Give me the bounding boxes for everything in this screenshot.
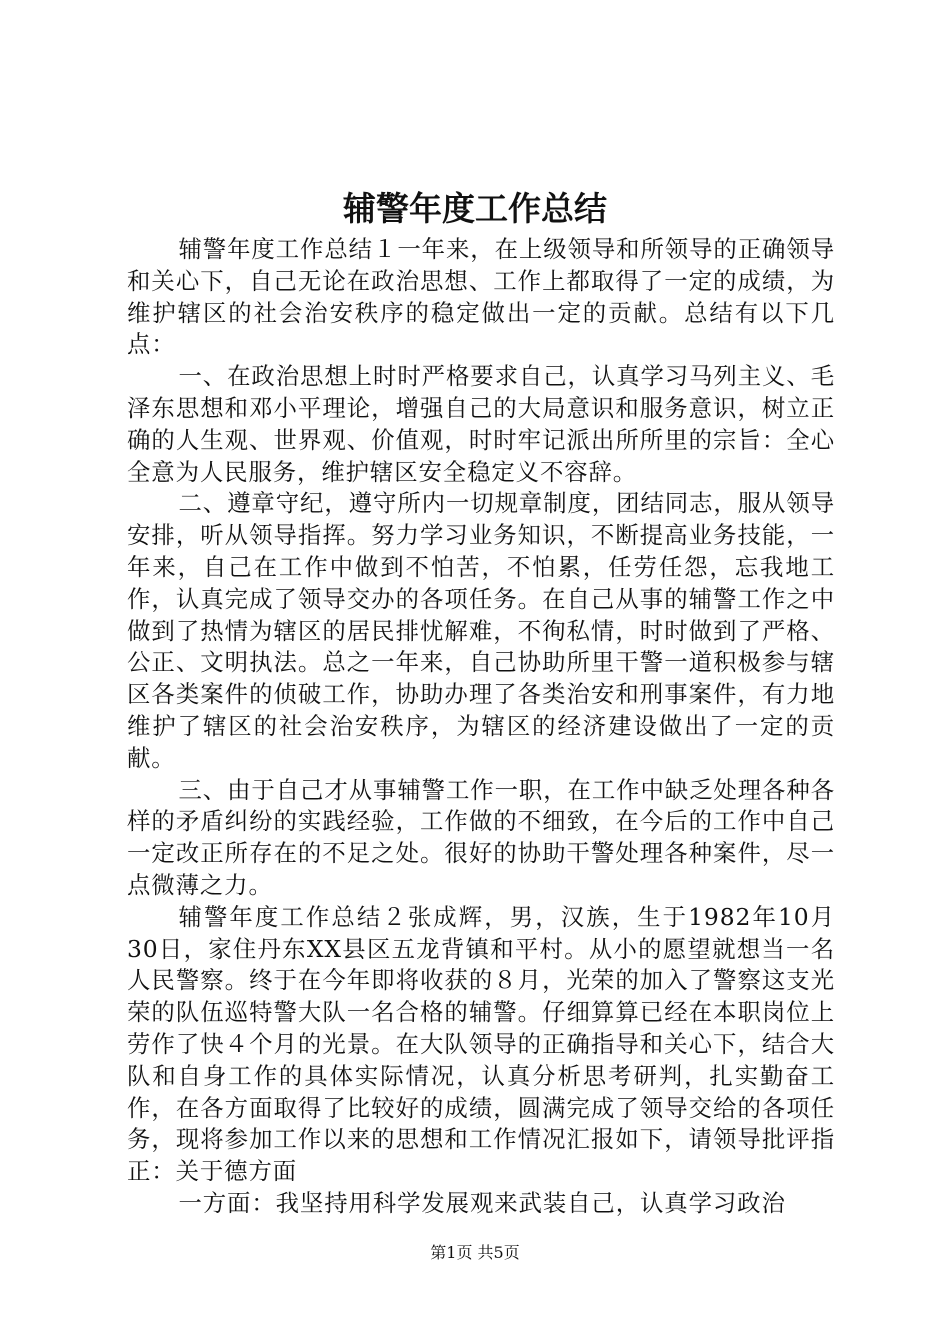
paragraph-discipline: 二、遵章守纪，遵守所内一切规章制度，团结同志，服从领导安排，听从领导指挥。努力学习业务知识，不断提高业务技能，一年来，自己在工作中做到不怕苦，不怕累，任劳任怨，忘我地工作，认真完成了领导交办的各项任务。在自己从事的辅警工作之中做到了热情为辖区的居民排忧解难，不徇私情，时时做到了严格、公正、文明执法。总之一年来，自己协助所里干警一道积极参与辖区各类案件的侦破工作，协助办理了各类治安和刑事案件，有力地维护了辖区的社会治安秩序，为辖区的经济建设做出了一定的贡献。 [127,489,835,772]
paragraph-shortcomings: 三、由于自己才从事辅警工作一职，在工作中缺乏处理各种各样的矛盾纠纷的实践经验，工作做的不细致，在今后的工作中自己一定改正所存在的不足之处。很好的协助干警处理各种案件，尽一点微薄之力。 [127,775,835,899]
paragraph-political-thought: 一、在政治思想上时时严格要求自己，认真学习马列主义、毛泽东思想和邓小平理论，增强自己的大局意识和服务意识，树立正确的人生观、世界观、价值观，时时牢记派出所所里的宗旨：全心全意为人民服务，维护辖区安全稳定义不容辞。 [127,362,835,486]
page-number-footer: 第1页 共5页 [430,1243,520,1262]
paragraph-first-aspect: 一方面：我坚持用科学发展观来武装自己，认真学习政治 [178,1188,786,1217]
document-title: 辅警年度工作总结 [343,189,607,228]
paragraph-summary-2-intro: 辅警年度工作总结２张成辉，男，汉族，生于1982年10月30日，家住丹东XX县区五龙背镇和平村。从小的愿望就想当一名人民警察。终于在今年即将收获的８月，光荣的加入了警察这支光荣的队伍巡特警大队一名合格的辅警。仔细算算已经在本职岗位上劳作了快４个月的光景。在大队领导的正确指导和关心下，结合大队和自身工作的具体实际情况，认真分析思考研判，扎实勤奋工作，在各方面取得了比较好的成绩，圆满完成了领导交给的各项任务，现将参加工作以来的思想和工作情况汇报如下，请领导批评指正：关于德方面 [127,902,835,1186]
document-body [127,234,835,1220]
paragraph-summary-1-intro: 辅警年度工作总结１一年来，在上级领导和所领导的正确领导和关心下，自己无论在政治思想、工作上都取得了一定的成绩，为维护辖区的社会治安秩序的稳定做出一定的贡献。总结有以下几点： [127,235,835,359]
